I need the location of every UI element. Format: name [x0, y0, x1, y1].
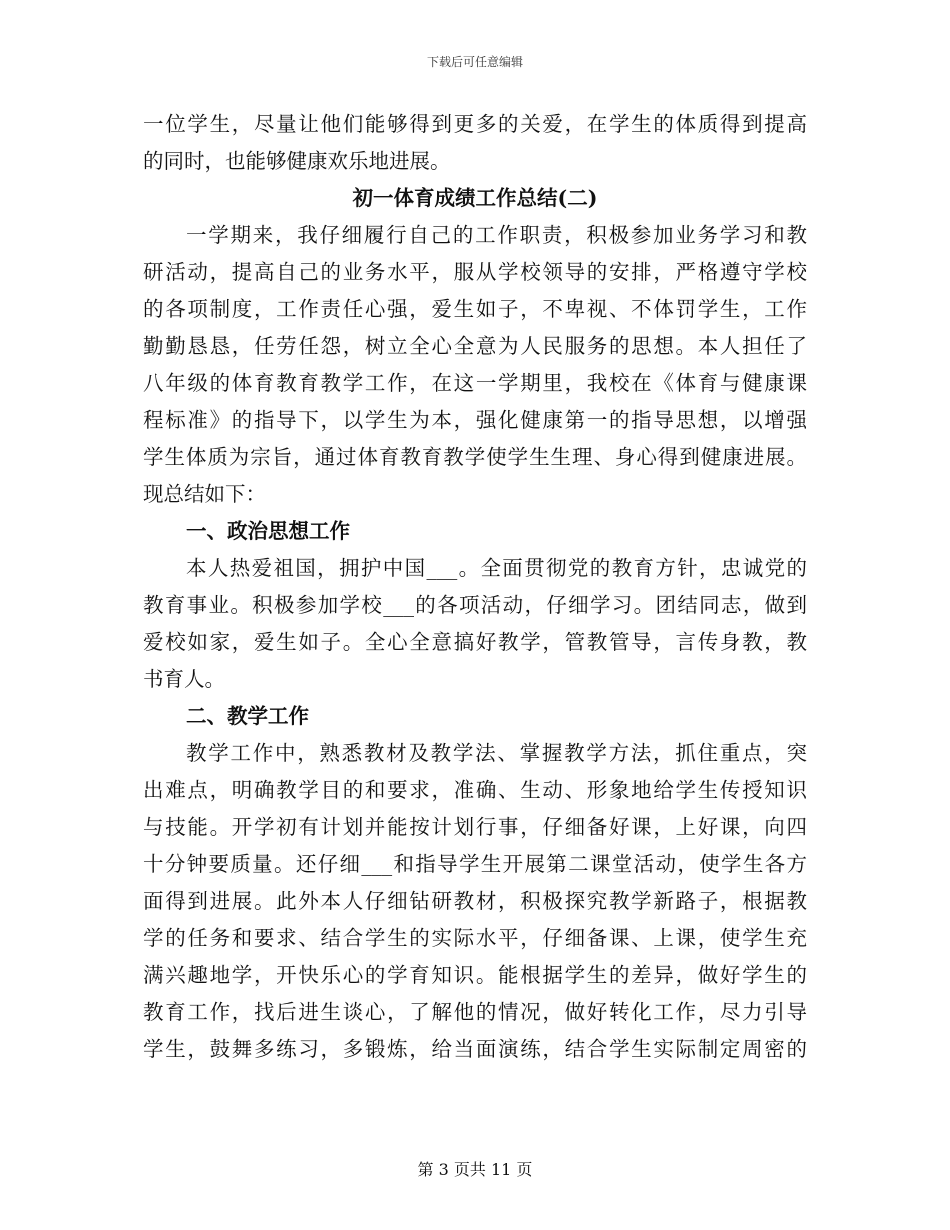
- paragraph-line: 一位学生，尽量让他们能够得到更多的关爱，在学生的体质得到提高: [143, 112, 807, 136]
- paragraph-line: 学生体质为宗旨，通过体育教育教学使学生生理、身心得到健康进展。: [143, 445, 807, 469]
- paragraph-line: 勤勤恳恳，任劳任怨，树立全心全意为人民服务的思想。本人担任了: [143, 334, 807, 358]
- paragraph-line: 本人热爱祖国，拥护中国___。全面贯彻党的教育方针，忠诚党的: [186, 556, 807, 580]
- paragraph-line: 与技能。开学初有计划并能按计划行事，仔细备好课，上好课，向四: [143, 815, 807, 839]
- paragraph-line: 教育工作，找后进生谈心，了解他的情况，做好转化工作，尽力引导: [143, 1000, 807, 1024]
- paragraph-line: 满兴趣地学，开快乐心的学育知识。能根据学生的差异，做好学生的: [143, 963, 807, 987]
- section-title: 初一体育成绩工作总结(二): [352, 186, 598, 210]
- paragraph-line: 的各项制度，工作责任心强，爱生如子，不卑视、不体罚学生，工作: [143, 297, 807, 321]
- paragraph-line: 书育人。: [143, 667, 225, 691]
- paragraph-line: 十分钟要质量。还仔细___和指导学生开展第二课堂活动，使学生各方: [143, 852, 807, 876]
- paragraph-line: 教学工作中，熟悉教材及教学法、掌握教学方法，抓住重点，突: [186, 741, 807, 765]
- paragraph-line: 的同时，也能够健康欢乐地进展。: [143, 149, 451, 173]
- paragraph-line: 八年级的体育教育教学工作，在这一学期里，我校在《体育与健康课: [143, 371, 807, 395]
- paragraph-line: 现总结如下：: [143, 482, 266, 506]
- page-header-note: 下载后可任意编辑: [426, 55, 523, 69]
- paragraph-line: 面得到进展。此外本人仔细钻研教材，积极探究教学新路子，根据教: [143, 889, 807, 913]
- paragraph-line: 学的任务和要求、结合学生的实际水平，仔细备课、上课，使学生充: [143, 926, 807, 950]
- paragraph-line: 学生，鼓舞多练习，多锻炼，给当面演练，结合学生实际制定周密的: [143, 1037, 807, 1061]
- paragraph-line: 出难点，明确教学目的和要求，准确、生动、形象地给学生传授知识: [143, 778, 807, 802]
- paragraph-line: 一学期来，我仔细履行自己的工作职责，积极参加业务学习和教: [186, 223, 807, 247]
- document-body: [143, 106, 807, 1068]
- section-heading-teaching: 二、教学工作: [186, 704, 309, 728]
- paragraph-line: 教育事业。积极参加学校___的各项活动，仔细学习。团结同志，做到: [143, 593, 807, 617]
- page-number-footer: 第 3 页共 11 页: [417, 1160, 533, 1179]
- paragraph-line: 研活动，提高自己的业务水平，服从学校领导的安排，严格遵守学校: [143, 260, 807, 284]
- paragraph-line: 爱校如家，爱生如子。全心全意搞好教学，管教管导，言传身教，教: [143, 630, 807, 654]
- paragraph-line: 程标准》的指导下，以学生为本，强化健康第一的指导思想，以增强: [143, 408, 807, 432]
- section-heading-politics: 一、政治思想工作: [186, 519, 350, 543]
